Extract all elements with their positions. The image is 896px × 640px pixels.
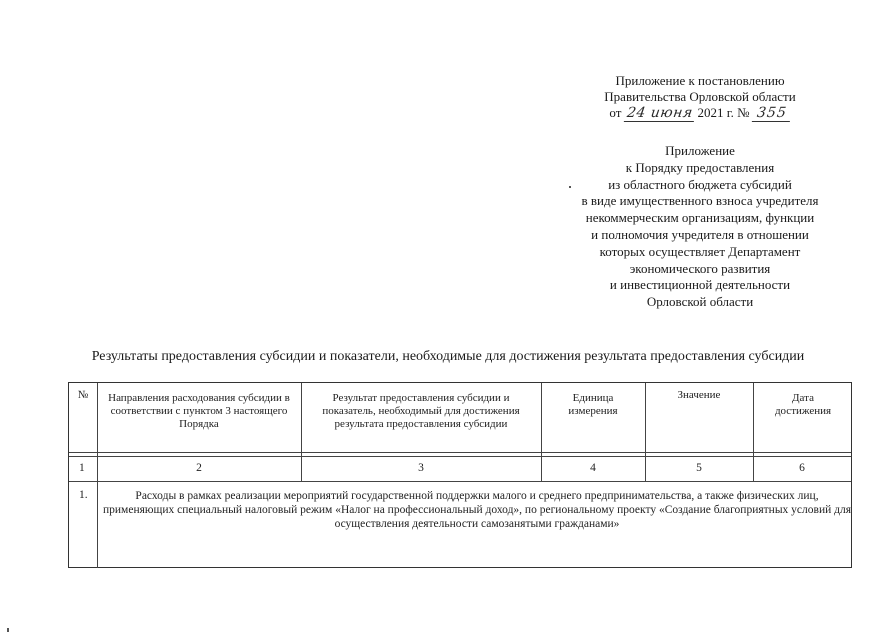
column-number: 3 <box>418 462 424 474</box>
column-header: № <box>77 389 89 401</box>
appendix-line: которых осуществляет Департамент <box>599 243 801 259</box>
appendix-line: экономического развития <box>629 260 771 276</box>
appendix-line: Приложение <box>665 143 735 158</box>
appendix-line: некоммерческим организациям, функции <box>585 210 815 226</box>
appendix-line: в виде имущественного взноса учредителя <box>581 193 819 209</box>
scan-speck <box>7 628 9 632</box>
appendix-line: и полномочия учредителя в отношении <box>591 226 809 242</box>
column-header: Направления расходования субсидии в соответствии с пунктом 3 настоящего Порядка <box>108 392 290 430</box>
column-number: 2 <box>196 462 202 474</box>
row-description: Расходы в рамках реализации мероприятий государственной поддержки малого и среднего предпринимательства, а также физических лиц, применяющих специальный налоговый режим «Налог на профессиональный доход», по региональному проекту «Создание благоприятных условий для осуществления деятельности самозанятыми гражданами» <box>103 490 852 530</box>
table-divider <box>69 456 851 457</box>
column-number: 1 <box>79 462 85 474</box>
column-number: 6 <box>799 462 805 474</box>
resolution-date-line <box>560 105 840 122</box>
column-header: Единица измерения <box>568 392 618 417</box>
scan-speck <box>569 186 571 188</box>
appendix-line: и инвестиционной деятельности <box>609 277 791 293</box>
column-header: Значение <box>677 389 721 401</box>
appendix-line: Орловской области <box>646 294 754 310</box>
table-divider <box>69 452 851 453</box>
table-divider <box>69 481 851 482</box>
column-number: 4 <box>590 462 596 474</box>
results-table <box>68 382 852 568</box>
appendix-line: из областного бюджета субсидий <box>608 176 792 192</box>
row-number: 1. <box>79 489 88 501</box>
date-prefix: от <box>609 105 622 120</box>
table-divider <box>97 383 98 568</box>
appendix-line: к Порядку предоставления <box>625 159 775 175</box>
column-header: Результат предоставления субсидии и показатель, необходимый для достижения результата предоставления субсидии <box>322 392 520 430</box>
column-header: Дата достижения <box>774 392 832 417</box>
appendix-reference <box>550 143 850 311</box>
column-number: 5 <box>696 462 702 474</box>
year-text: 2021 г. № <box>697 105 750 120</box>
resolution-reference <box>560 73 840 122</box>
page-title: Результаты предоставления субсидии и показатели, необходимые для достижения результата предоставления субсидии <box>91 349 805 364</box>
handwritten-number: 355 <box>752 105 792 122</box>
resolution-line-2: Правительства Орловской области <box>604 89 796 104</box>
handwritten-date: 24 июня <box>623 105 695 122</box>
resolution-line-1: Приложение к постановлению <box>615 73 785 88</box>
